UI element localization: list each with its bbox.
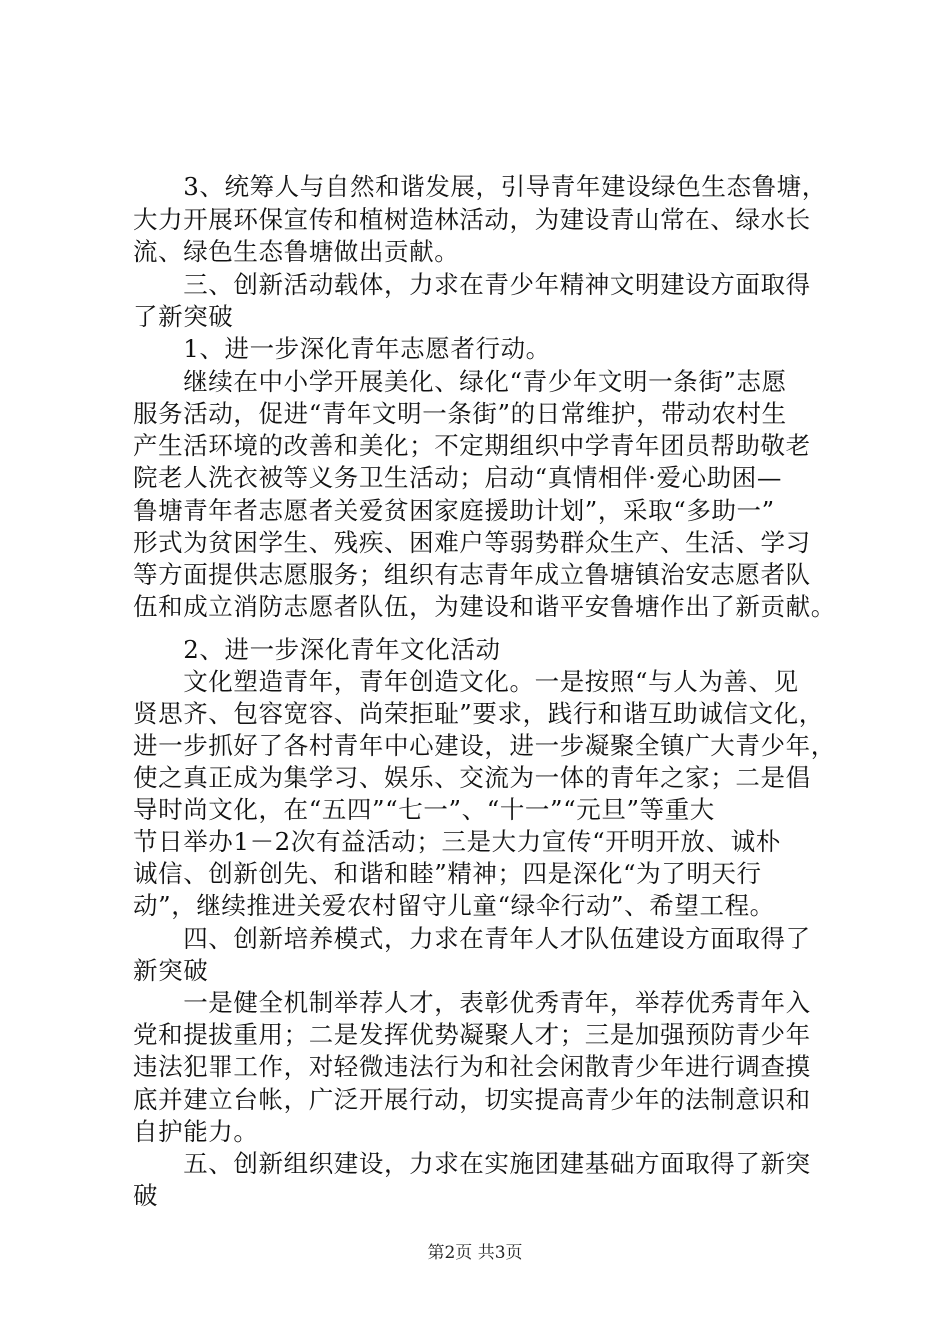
text-line: 形式为贫困学生、残疾、困难户等弱势群众生产、生活、学习 bbox=[133, 528, 811, 557]
text-line: 导时尚文化，在“五四”“七一”、“十一”“元旦”等重大 bbox=[133, 795, 715, 824]
text-line: 贤思齐、包容宽容、尚荣拒耻”要求，践行和谐互助诚信文化， bbox=[133, 699, 824, 728]
text-line: 等方面提供志愿服务；组织有志青年成立鲁塘镇治安志愿者队 bbox=[133, 560, 811, 589]
text-line: 产生活环境的改善和美化；不定期组织中学青年团员帮助敬老 bbox=[133, 431, 811, 460]
section-heading-5-cont: 破 bbox=[133, 1181, 159, 1210]
text-line: 党和提拔重用；二是发挥优势凝聚人才；三是加强预防青少年 bbox=[133, 1020, 811, 1049]
section-heading-4: 四、创新培养模式，力求在青年人才队伍建设方面取得了 bbox=[133, 924, 811, 953]
text-line: 院老人洗衣被等义务卫生活动；启动“真情相伴·爱心助困— bbox=[133, 463, 783, 492]
page-number-footer: 第2页 共3页 bbox=[427, 1243, 523, 1263]
text-line: 大力开展环保宣传和植树造林活动，为建设青山常在、绿水长 bbox=[133, 205, 811, 234]
text-line: 服务活动，促进“青年文明一条街”的日常维护，带动农村生 bbox=[133, 399, 787, 428]
text-line: 违法犯罪工作，对轻微违法行为和社会闲散青少年进行调查摸 bbox=[133, 1052, 811, 1081]
subheading: 1、进一步深化青年志愿者行动。 bbox=[133, 334, 551, 363]
section-heading-5: 五、创新组织建设，力求在实施团建基础方面取得了新突 bbox=[133, 1149, 811, 1178]
text-line: 底并建立台帐，广泛开展行动，切实提高青少年的法制意识和 bbox=[133, 1085, 811, 1114]
text-line: 自护能力。 bbox=[133, 1117, 259, 1146]
subheading: 2、进一步深化青年文化活动 bbox=[133, 635, 501, 664]
text-line: 一是健全机制举荐人才，表彰优秀青年，举荐优秀青年入 bbox=[133, 988, 811, 1017]
text-line: 进一步抓好了各村青年中心建设，进一步凝聚全镇广大青少年， bbox=[133, 731, 836, 760]
section-heading-3-cont: 了新突破 bbox=[133, 302, 234, 331]
text-line: 文化塑造青年，青年创造文化。一是按照“与人为善、见 bbox=[133, 667, 799, 696]
text-line: 动”，继续推进关爱农村留守儿童“绿伞行动”、希望工程。 bbox=[133, 891, 775, 920]
text-line: 3、统筹人与自然和谐发展，引导青年建设绿色生态鲁塘， bbox=[133, 172, 827, 201]
text-line: 鲁塘青年者志愿者关爱贫困家庭援助计划”，采取“多助一” bbox=[133, 496, 775, 525]
section-heading-3: 三、创新活动载体，力求在青少年精神文明建设方面取得 bbox=[133, 270, 811, 299]
text-line: 诚信、创新创先、和谐和睦”精神；四是深化“为了明天行 bbox=[133, 859, 762, 888]
text-line: 使之真正成为集学习、娱乐、交流为一体的青年之家；二是倡 bbox=[133, 763, 811, 792]
text-line: 节日举办1－2次有益活动；三是大力宣传“开明开放、诚朴 bbox=[133, 827, 781, 856]
section-heading-4-cont: 新突破 bbox=[133, 956, 209, 985]
text-line: 流、绿色生态鲁塘做出贡献。 bbox=[133, 237, 460, 266]
text-line: 伍和成立消防志愿者队伍，为建设和谐平安鲁塘作出了新贡献。 bbox=[133, 592, 836, 621]
text-line: 继续在中小学开展美化、绿化“青少年文明一条街”志愿 bbox=[133, 367, 787, 396]
